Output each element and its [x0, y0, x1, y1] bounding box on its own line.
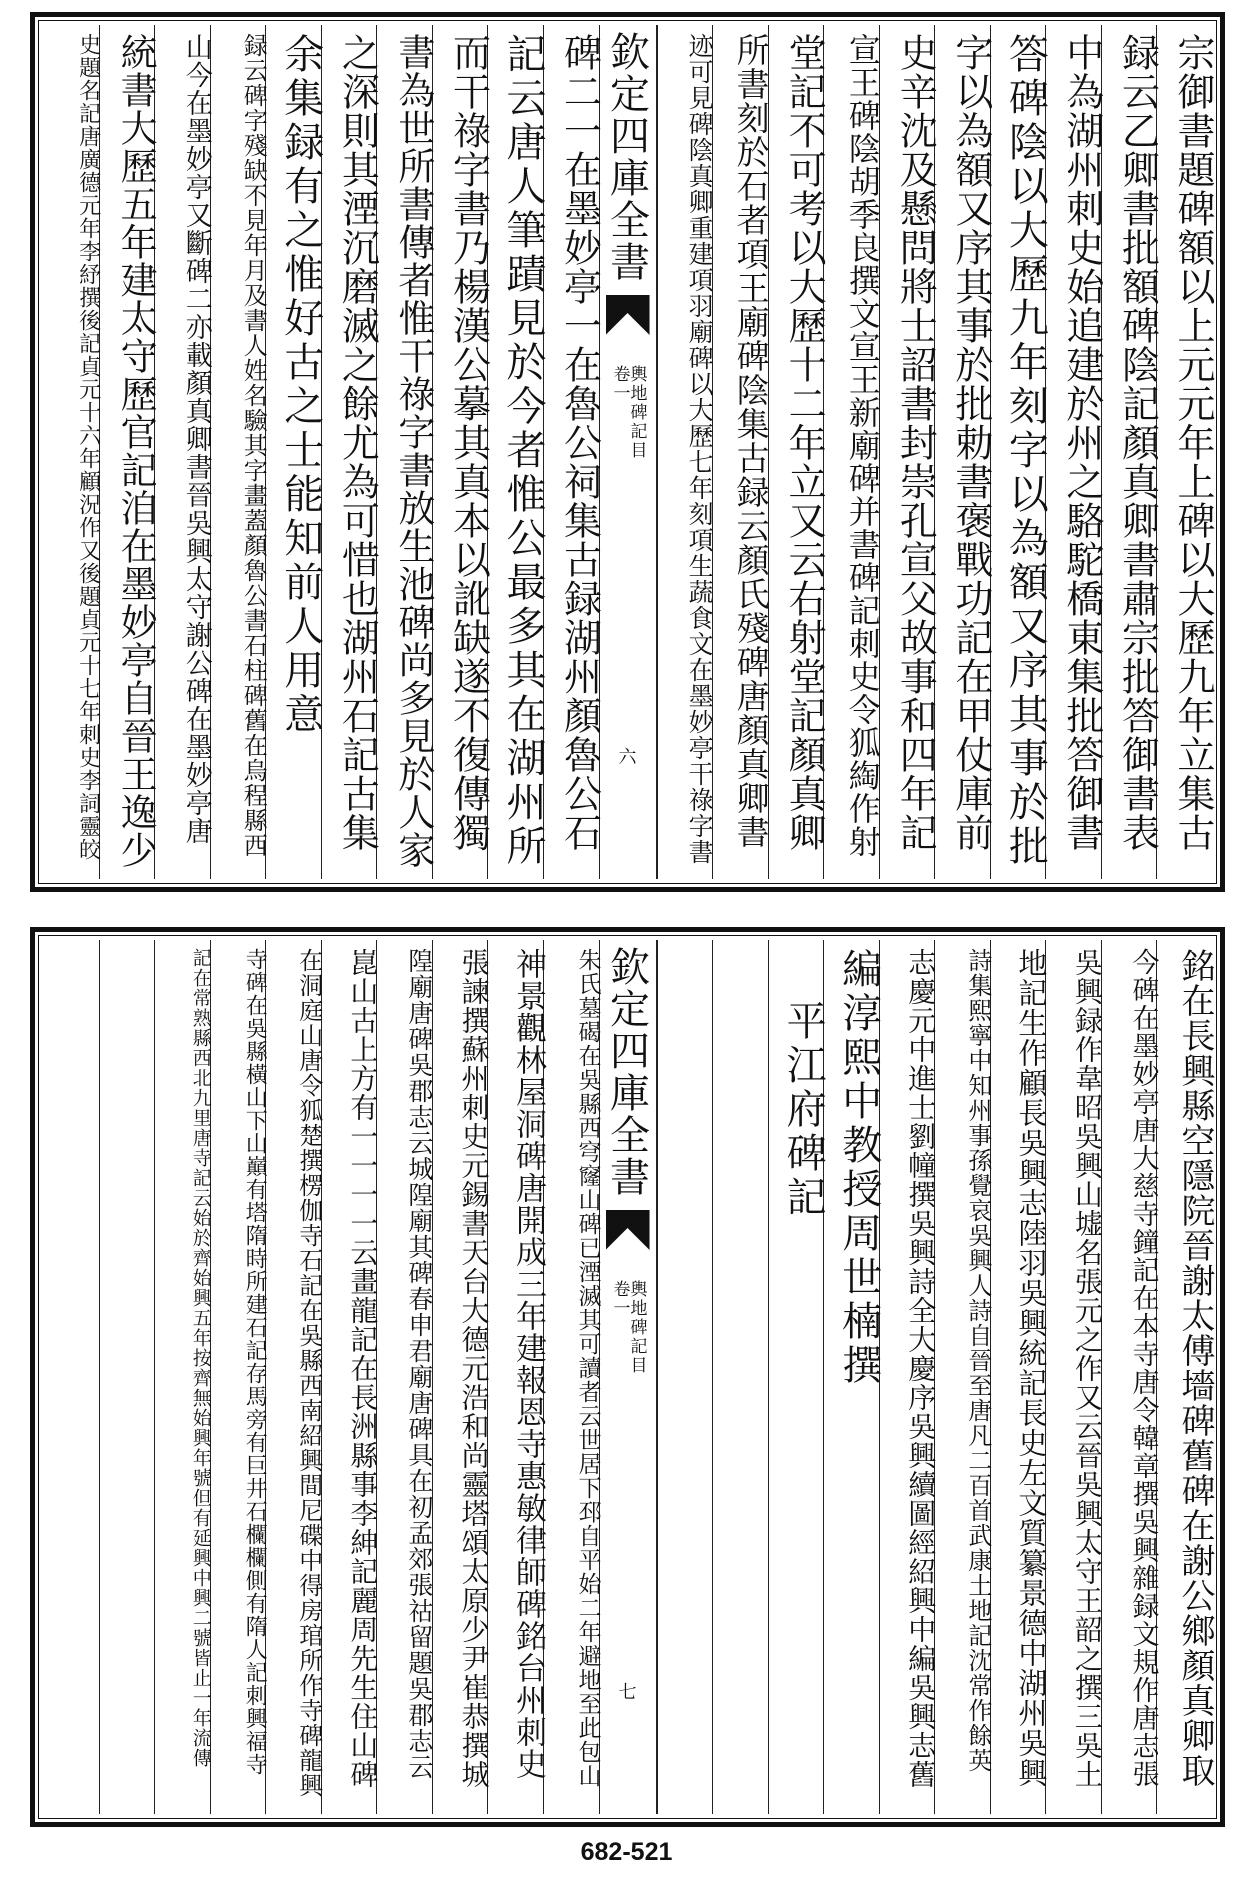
text-column	[768, 25, 827, 879]
text-column	[543, 25, 602, 879]
text-column	[1101, 25, 1160, 879]
column-text: 堂記不可考以大歷十二年立又云右射堂記顏真卿	[782, 33, 827, 852]
column-text: 録云碑字殘缺不見年月及書人姓名驗其字畫蓋顏魯公書石柱碑舊在烏程縣西	[239, 33, 268, 858]
column-text: 地記生作顧長吳興志陸羽吳興統記長史左文質纂景德中湖州吳興	[1014, 948, 1049, 1788]
column-text: 記在常熟縣西北九里唐寺記云始於齊始興五年按齊無始興年號但有延興中興二號皆止一年流傳	[189, 948, 212, 1768]
column-text: 迹可見碑陰真卿重建項羽廟碑以大歷七年刻項生蔬食文在墨妙亭干祿字書	[685, 33, 715, 865]
column-text: 崑山古上方有一一一一云畫龍記在長洲縣事李紳記麗周先生住山碑	[346, 948, 380, 1789]
text-column	[99, 25, 158, 879]
text-column	[1156, 25, 1215, 879]
text-column	[265, 25, 324, 879]
column-text	[658, 940, 713, 948]
book-subtitle: 輿地碑記目	[626, 1280, 647, 1375]
column-text	[43, 940, 99, 948]
column-text: 吳興録作韋昭吳興山墟名張元之作又云晉吳興太守王韶之撰三吳土	[1070, 948, 1104, 1789]
leaf-number: 六	[618, 747, 637, 768]
book-title: 欽定四庫全書	[603, 31, 650, 283]
column-text: 所書刻於石者項王廟碑陰集古録云顏氏殘碑唐顏真卿書	[731, 33, 771, 849]
column-text: 宣王碑陰胡季良撰文宣王新廟碑并書碑記刺史令狐綯作射	[843, 33, 882, 858]
text-column	[1045, 25, 1104, 879]
text-column	[1156, 940, 1215, 1814]
text-column	[879, 940, 938, 1814]
center-gutter	[599, 25, 657, 879]
column-text: 而干祿字書乃楊漢公摹其真本以訛缺遂不復傳獨	[446, 33, 491, 852]
text-column	[543, 940, 599, 1814]
column-text	[713, 940, 768, 948]
text-column	[154, 940, 210, 1814]
text-column	[432, 940, 491, 1814]
column-text: 統書大歷五年建太守歷官記洎在墨妙亭自晉王逸少	[114, 33, 158, 869]
column-text: 書為世所書傳者惟干祿字書放生池碑尚多見於人家	[391, 33, 435, 869]
text-column	[210, 940, 266, 1814]
column-text: 之深則其湮沉磨滅之餘尤為可惜也湖州石記古集	[335, 33, 380, 852]
column-text: 記云唐人筆蹟見於今者惟公最多其在湖州所	[499, 33, 546, 869]
text-column	[712, 25, 771, 879]
column-text: 朱氏墓碣在吳縣西穹窿山碑已湮滅其可讀者云世居下邳自平始二年避地至此包山	[574, 948, 601, 1788]
text-column	[934, 25, 993, 879]
text-column	[768, 940, 827, 1814]
text-column	[934, 940, 990, 1814]
column-text: 中為湖州刺史始追建於州之駱駝橋東集批答御書	[1059, 33, 1104, 852]
text-column	[210, 25, 266, 879]
text-column	[376, 25, 435, 879]
column-text	[100, 940, 155, 948]
bottom-page-columns	[43, 940, 1215, 1814]
column-text: 字以為額又序其事於批勅書褒戰功記在甲仗庫前	[948, 33, 993, 852]
page-code: 682-521	[580, 1838, 673, 1866]
text-column	[43, 25, 99, 879]
text-column	[879, 25, 938, 879]
column-text: 詩集熙寧中知州事孫覺哀吳興人詩自晉至唐凡二百首武康土地記沈常作餘英	[963, 948, 992, 1773]
text-column	[43, 940, 99, 1814]
top-page-columns	[43, 25, 1215, 879]
text-column	[432, 25, 491, 879]
text-column	[1101, 940, 1157, 1814]
top-page	[30, 12, 1225, 892]
text-column	[487, 25, 546, 879]
column-text: 史題名記唐廣德元年李紓撰後記貞元十六年顧況作又後題貞元十七年刺史李詞靈皎	[75, 33, 101, 861]
book-subtitle: 輿地碑記目	[626, 365, 647, 460]
text-column	[823, 940, 882, 1814]
text-column	[376, 940, 432, 1814]
text-column	[990, 940, 1049, 1814]
column-text: 隍廟唐碑吳郡志云城隍廟其碑春申君廟唐碑具在初孟郊張祜留題吳郡志云	[404, 948, 434, 1780]
column-text: 寺碑在吳縣橫山下山巔有塔隋時所建石記存馬旁有巨井石欄欄側有隋人記刺興福寺	[242, 948, 268, 1776]
fishtail-mark	[606, 295, 650, 335]
column-text: 銘在長興縣空隱院晉謝太傅墻碑舊碑在謝公鄉顏真卿取	[1175, 948, 1215, 1788]
fishtail-mark	[606, 1210, 650, 1250]
column-text: 志慶元中進士劉幢撰吳興詩全大慶序吳興續圖經紹興中編吳興志舊	[904, 948, 938, 1789]
text-column	[657, 940, 713, 1814]
text-column	[487, 940, 546, 1814]
volume-label: 卷一	[609, 1280, 630, 1318]
text-column	[712, 940, 768, 1814]
text-column	[990, 25, 1049, 879]
book-title: 欽定四庫全書	[603, 946, 650, 1198]
text-column	[99, 940, 155, 1814]
center-gutter	[599, 940, 657, 1814]
column-text: 山今在墨妙亭又斷碑二亦載顏真卿書晉吳興太守謝公碑在墨妙亭唐	[180, 33, 212, 845]
column-text: 史辛沈及懸問將士詔書封崇孔宣父故事和四年記	[893, 33, 938, 852]
leaf-number: 七	[618, 1682, 637, 1703]
text-column	[657, 25, 713, 879]
text-column	[154, 25, 210, 879]
text-column	[1045, 940, 1104, 1814]
column-text: 録云乙卿書批額碑陰記顏真卿書肅宗批答御書表	[1115, 33, 1160, 852]
column-text: 碑二一在墨妙亭一在魯公祠集古録湖州顏魯公石	[557, 33, 602, 852]
column-text: 余集録有之惟好古之士能知前人用意	[277, 33, 324, 737]
column-text: 神景觀林屋洞碑唐開成三年建報恩寺惠敏律師碑銘台州刺史	[509, 948, 546, 1780]
column-text: 今碑在墨妙亭唐大慈寺鐘記在本寺唐令韓章撰吳興雜録文規作唐志張	[1127, 948, 1159, 1788]
column-text: 答碑陰以大歷九年刻字以為額又序其事於批	[1002, 33, 1049, 869]
text-column	[823, 25, 882, 879]
column-text: 平江府碑記	[780, 1000, 827, 1220]
text-column	[321, 25, 380, 879]
text-column	[265, 940, 321, 1814]
bottom-page	[30, 927, 1225, 1827]
column-text: 在洞庭山唐令狐楚撰楞伽寺石記在吳縣西南紹興間尼碟中得房琯所作寺碑龍興	[294, 948, 323, 1798]
column-text: 宗御書題碑額以上元元年上碑以大歷九年立集古	[1171, 33, 1215, 852]
column-text: 編淳熙中教授周世楠撰	[835, 948, 882, 1388]
text-column	[321, 940, 380, 1814]
column-text: 張諫撰蘇州刺史元錫書天台大德元浩和尚靈塔頌太原少尹崔恭撰城	[457, 948, 491, 1789]
volume-label: 卷一	[609, 365, 630, 403]
